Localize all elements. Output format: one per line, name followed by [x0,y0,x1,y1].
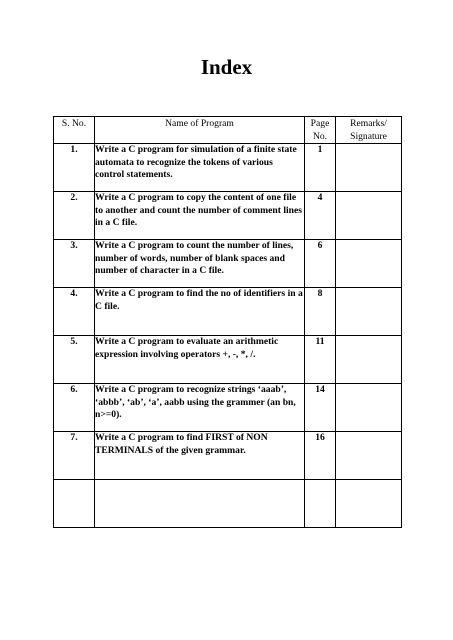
row-page-no: 11 [305,336,336,384]
row-remarks [336,384,402,432]
row-page-no: 8 [305,288,336,336]
page-no-header-line2: No. [312,130,328,142]
remarks-header-line1: Remarks/ [350,118,387,129]
row-remarks [336,144,402,192]
row-program-name: Write a C program to evaluate an arithmetic expression involving operators +, -, *, /. [95,336,305,384]
empty-cell [54,480,95,528]
page-no-header [305,117,336,144]
row-remarks [336,288,402,336]
table-row [54,432,402,480]
row-sno: 4. [54,288,95,336]
row-page-no: 6 [305,240,336,288]
row-sno: 5. [54,336,95,384]
row-page-no: 1 [305,144,336,192]
row-remarks [336,432,402,480]
row-program-name: Write a C program to count the number of lines, number of words, number of blank spaces and number of character in a C file. [95,240,305,288]
table-header-row [54,117,402,144]
remarks-header-line2: Signature [350,130,387,142]
row-sno: 7. [54,432,95,480]
table-row [54,288,402,336]
table-row [54,192,402,240]
row-page-no: 16 [305,432,336,480]
remarks-header [336,117,402,144]
sno-header: S. No. [54,117,95,144]
page-no-header-line1: Page [310,118,330,129]
row-program-name: Write a C program to recognize strings ‘aaab’, ‘abbb’, ‘ab’, ‘a’, aabb using the grammer (an bn, n>=0). [95,384,305,432]
row-page-no: 4 [305,192,336,240]
row-program-name: Write a C program to find FIRST of NON TERMINALS of the given grammar. [95,432,305,480]
page-title: Index [200,55,253,79]
empty-cell [336,480,402,528]
row-page-no: 14 [305,384,336,432]
row-sno: 2. [54,192,95,240]
row-remarks [336,336,402,384]
table-row [54,384,402,432]
empty-table-row [54,480,402,528]
row-remarks [336,240,402,288]
table-row [54,240,402,288]
program-name-header: Name of Program [95,117,305,144]
empty-cell [305,480,336,528]
index-table [53,116,402,528]
row-sno: 1. [54,144,95,192]
table-row [54,336,402,384]
row-remarks [336,192,402,240]
row-sno: 6. [54,384,95,432]
table-row [54,144,402,192]
row-sno: 3. [54,240,95,288]
row-program-name: Write a C program for simulation of a finite state automata to recognize the tokens of various control statements. [95,144,305,192]
empty-cell [95,480,305,528]
row-program-name: Write a C program to find the no of identifiers in a C file. [95,288,305,336]
row-program-name: Write a C program to copy the content of one file to another and count the number of comment lines in a C file. [95,192,305,240]
